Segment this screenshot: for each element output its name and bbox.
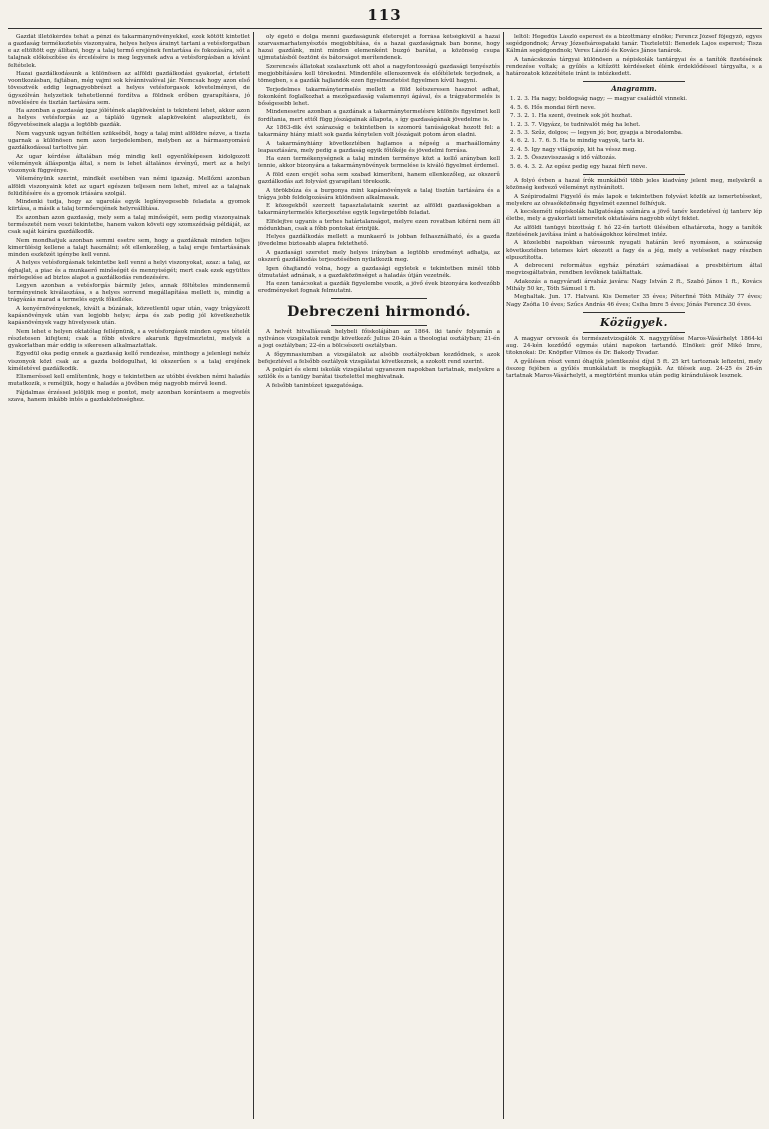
column-rule — [503, 32, 504, 1119]
column-rule — [253, 32, 254, 1119]
paragraph: Igen óhajtandó volna, hogy a gazdasági egyletek e tekintetben minél több útmutatást adnának, s a gazdaközönséget a haladás útján vezetnék. — [258, 265, 500, 279]
paragraph: Ha azonban a gazdaság igaz jólétének alapköveként is tekinteni lehet, akkor azon a helyes vetésforgás az a tápláló ügynek alapköveként alapszikteti, és főgyvetéseinek alapja a legtöbb gazdák. — [8, 108, 250, 129]
column-right — [506, 34, 762, 1119]
paragraph: Adakozás a nagyváradi árvaház javára: Nagy István 2 ft., Szabó János 1 ft., Kovács Mihály 50 kr., Tóth Sámuel 1 ft. — [506, 278, 762, 292]
paragraph: Hazai gazdálkodásunk a különösen az alföldi gazdálkodási gyakorlat, értetett voontkozásban, fajtában, még vajmi sok kívánnivalóval jár. Nemcsak hogy azon első tövesztvék eddig legnagyobbrészt a helyes vetésforgasok követelményei, de úgyszólván helyzetiek tehetetlenné fordítva a földnek erőben gyarapításra, jó növelésére és tisztán tartására sem. — [8, 71, 250, 106]
paragraph: Gazdát illetőkérdés tehát a pénzi és takarmánynövényekkel, ezek kötött kintetlet a gazdaság termékeztetés viszonyaira, helyes helyes árainyt tartani a vetésforgatban e az eltöltött egy állítani, hogy a talaj termő erejének fentartása és fokozására, sőt a talajnak előkészítése és ércelésére is meg legyenek adva a vetésforgásban a kívánt feltételek. — [8, 34, 250, 69]
paragraph: A kecskeméti népiskolák hallgatósága számára a jövő tanév kezdetével új tanterv lép életbe, mely a gyakorlati ismeretek oktatására nagyobb súlyt fektet. — [506, 209, 762, 223]
paragraph: A helyes vetésforgásnak tekintetbe kell venni a helyi viszonyokat, azaz: a talaj, az éghajlat, a piac és a munkaerő minőségét és mennyiségét; mert csak ezek együttes mérlegelése ad biztos alapot a gazdálkodás rendezésére. — [8, 260, 250, 281]
paragraph: A Szépirodalmi Figyelő és más lapok e tekintetben folyvást közlik az ismertetéseket, melyekre az olvasóközönség figyelmét ezennel felhívjuk. — [506, 193, 762, 207]
paragraph: Mindenki tudja, hogy az ugarolás egyik leglényegesebb feladata a gyomok kiirtása, a másik a talaj termőerejének helyreállítása. — [8, 199, 250, 213]
section-divider — [583, 312, 685, 313]
paragraph: A debreceni református egyház pénztári számadásai a presbitérium által megvizsgáltatván, rendben levőknek találtattak. — [506, 263, 762, 277]
paragraph: Az ugar kérdése általában még mindig kell egyenlőképesen kidolgozott vélemények álláspontja által, s nem is lehet általános érvényű, mert az a helyi viszonyok függvénye. — [8, 153, 250, 174]
paragraph: A gyűlésen részt venni óhajtók jelentkezési díjul 5 ft. 25 krt tartoznak lefizetni, mely összeg fejében a gyűlés munkálatait is megkapják. Az ülések aug. 24-25 és 26-án tartatnak Maros-Vásárhelytt, a megtörtént munka után pedig kirándulások lesznek. — [506, 358, 762, 379]
paragraph: A föld ezen erejét soha sem szabad kimeríteni, hanem ellenkezőleg, az okszerű gazdálkodás azt folyvást gyarapítani törekszik. — [258, 171, 500, 186]
paragraph: E közegekből szerzett tapasztalataink szerint az alföldi gazdaságokban a takarmánytermelés kiterjesztése egyik legsürgetőbb feladat. — [258, 203, 500, 217]
section-divider — [331, 298, 428, 299]
paragraph: Legyen azonban a vetésforgás bármily jeles, annak föltételes mindennemű terményeinek kiválasztása, s a helyes sorrend megállapítása mellett is, mindig a trágyázás marad a termelés egyik főkelléke. — [8, 283, 250, 304]
paragraph: Helyes gazdálkodás mellett a munkaerő is jobban felhasználható, és a gazda jövedelme biztosabb alapra fektethető. — [258, 234, 500, 248]
paragraph: Fájdalmas érzéssel jelöljük meg e pontot, mely azonban korántsem a megvetés szava, hanem inkább intés a gazdaközönséghez. — [8, 389, 250, 403]
paragraph: Ha ezen tanácsokat a gazdák figyelembe veszik, a jövő évek bizonyára kedvezőbb eredményeket fognak felmutatni. — [258, 281, 500, 295]
section-divider — [583, 332, 685, 333]
section-title-kozugyek: Közügyek. — [600, 315, 668, 329]
paragraph: Az alföldi tanügyi bizottság f. hó 22-én tartott ülésében elhatározta, hogy a tanítók fizetésének javítása iránt a hatóságokhoz kérelmet intéz. — [506, 224, 762, 238]
paragraph: A tanácskozás tárgyai különösen a népiskolák tantárgyai és a tanítók fizetésének rendezése voltak; a gyűlés a kitűzött kérdéseket élénk érdeklődéssel tárgyalta, s a határozatok közzététele iránt is intézkedett. — [506, 56, 762, 78]
paragraph: A helvét hitvallásuak helybeli főiskolájában az 1864. iki tanév folyamán a nyilvános vizsgálatok rendje következő: Julius 20-kán a theologiai osztályban; 21-én a jogi osztályban; 22-én a bölcsészeti osztályban. — [258, 328, 500, 350]
anagram-line: 2. 5. 3. Szűz, dolgos; — legyen jó; bor, gyapja a birodalomba. — [510, 130, 683, 136]
section-divider — [583, 174, 685, 175]
paragraph: Az 1863-dik évi szárazság e tekintetben is szomorú tanúságokat hozott fel: a takarmány hiány miatt sok gazda kénytelen volt jószágait potom áron eladni. — [258, 125, 500, 139]
section-divider — [331, 325, 428, 326]
paragraph: A felsőbb tanintézet igazgatósága. — [266, 382, 364, 389]
anagram-line: 1. 2. 3. Ha nagy; boldogság nagy; — magyar családtól vinneki. — [510, 96, 688, 103]
paragraph: Ha ezen termékenységnek a talaj minden terménye közt a kellő arányban kell lennie, akkor bizonyára a takarmánynövények termelése is kiváló figyelmet érdemel. — [258, 156, 500, 170]
anagram-title: Anagramm. — [611, 84, 657, 94]
paragraph: Véleményünk szerint, mindkét esetében van némi igazság. Mellőzni azonban alföldi viszonyaink közt az ugart egészen teljesen nem lehet, mivel az a talajnak felüdítésére és a gyomok irtására szolgál. — [8, 176, 250, 197]
anagram-line: 3. 2. 5. Összevisszaság s idő változás. — [510, 155, 617, 162]
paragraph: Nem mondhatjuk azonban semmi esetre sem, hogy a gazdáknak minden teljes kimerülésig kellene a talajt használni; sőt ellenkezőleg, a talaj ereje fentartásának minden eszközét igénybe kell venni. — [8, 237, 250, 258]
column-left — [8, 34, 250, 1119]
paragraph: oly égető e dolga menni gazdaságunk életerejét a forrása kétségkívül a hazai szarvasmarhatenyésztés megjobbítása, és a hazai gazdaságnak ban bonne, hogy hazai gazdánk, mint minden elemenként buzgó barátai, a közönség csupa ujjmutatásból ösztönt és bátorságot merítendenek. — [258, 34, 500, 62]
paragraph: Elfelejtve ugyanis a terhes határtalanságot, melyre ezen rovatban kitérni nem áll módunkban, csak a főbb pontokat érintjük. — [258, 218, 500, 232]
paragraph: A kenyérnövényeknek, kivált a búzának, közvetlenül ugar után, vagy trágyázott kapásnövények után van legjobb helye; árpa és zab pedig jól következhetik kapásnövények vagy hüvelyesek után. — [8, 305, 250, 327]
paragraph: A takarmányhiány következtében hajlamos a népség a marhaállomány leapasztására, mely pedig a gazdaság egyik főtőkéje és jövedelmi forrása. — [258, 140, 500, 154]
paragraph: Elismeréssel kell említenünk, hogy e tekintetben az utóbbi években némi haladás mutatkozik, s reméljük, hogy e haladás a jövőben még nagyobb mérvű leend. — [8, 374, 250, 388]
anagram-line: 2. 4. 5. Igy nagy világszép, kit ha véssz meg. — [510, 146, 637, 153]
anagram-line: 7. 3. 2. 1. Ha szent, öveinek sok jót hozhat. — [510, 113, 633, 120]
paragraph: A közelebbi napokban városunk nyugati határán levő nyomáson, a szárazság következtében tetemes kárt okozott a fagy és a jég, mely a vetéseket nagy részben elpusztította. — [506, 240, 762, 261]
paragraph: Nem lehet e helyen oktatólag fellépnünk, s a vetésforgások minden egyes tételét részletesen kifejteni; csak a főbb elvekre akarunk figyelmeztetni, melyek a gyakorlatban már eddig is sikeresen alkalmaztattak. — [8, 328, 250, 349]
paragraph: Nem vagyunk ugyan feltétlen szükséből, hogy a talaj mint alföldre nézve, a tiszta ugarnak a különösen nem azon terjedelemben, melyben az a hármasnyomású gazdálkodással tartoltve jár. — [8, 130, 250, 152]
paragraph: A folyó évben a hazai írók munkáiból több jeles kiadvány jelent meg, melyekről a közönség kedvező véleményt nyilvánított. — [506, 177, 762, 192]
page-number: 113 — [367, 6, 402, 24]
anagram-line: 5. 6. 4. 3. 2. Az egész pedig egy hazai férfi neve. — [510, 163, 648, 170]
paragraph: Egyedül oka pedig ennek a gazdaság kellő rendezése, minthogy a jelenlegi nehéz viszonyok közt csak az a gazda boldogulhat, ki okszerűen s a talaj erejének kíméletével gazdálkodik. — [8, 351, 250, 372]
section-title-debreceni-hirmondo: Debreczeni hirmondó. — [287, 304, 471, 321]
paragraph: A főgymnasiumban a vizsgálatok az alsóbb osztályokban kezdődnek, s azok befejeztével a felsőbb osztályok vizsgálatai következnek, a szokott rend szerint. — [258, 351, 500, 365]
paragraph: Mindenesetre azonban a gazdának a takarmánytermelésre különös figyelmet kell fordítania, mert ettől függ jószágainak állapota, s így gazdaságának jövedelme is. — [258, 109, 500, 123]
paragraph: Es azonban azon gazdaság, mely sem a talaj minőségét, sem pedig viszonyainak természetét nem veszi tekintetbe, hanem vakon követi egy szomszédság példáját, az csak saját kárára gazdálkodik. — [8, 214, 250, 236]
paragraph: A magyar orvosok és természetvizsgálók X. nagygyűlése Maros-Vásárhelyt 1864-ki aug. 24-kén kezdődő egymás utáni napokon tartandó. Elnökei: gróf Mikó Imre, titoknokai: Dr. Knöpfler Vilmos és Dr. Bakody Tivadar. — [506, 335, 762, 357]
paragraph: leltől: Hegedűs László esperest és a bizottmány elnöke; Ferencz József főjegyző, egyes segédgondnok; Árvay Józsefsárospataki tanár. Tiszteletül: Benedek Lajos esperest; Tisza Kálmán segédgondnok; Veres László és Kovács János tanárok. — [506, 34, 762, 55]
anagram-line: 1. 2. 3. 7. Vigyázz, te tudnivalót még ha lehet. — [510, 121, 641, 128]
section-divider — [583, 81, 685, 82]
column-middle — [258, 34, 500, 1119]
paragraph: Szerencsés állatokat szalasztunk ott ahol a nagyfontosságú gazdasági tenyésztés megjobbítására kell törekedni. Mindenféle ellenszenvek és előítéletek terjednek, a tömegben, s a gazdák hajlandók ezen figyelmeztetést figyelmen kívül hagyni. — [258, 63, 500, 85]
paragraph: A polgári és elemi iskolák vizsgálatai ugyanezen napokban tartatnak, melyekre a szülők és a tanügy barátai tisztelettel meghivatnak. — [258, 367, 500, 381]
header-rule — [8, 28, 762, 29]
paragraph: A gazdasági szeretet mely helyes irányban a legtöbb eredményt adhatja, az okszerű gazdálkodás terjesztésében nyilatkozik meg. — [258, 249, 500, 264]
anagram-line: 4. 5. 6. Hős mondai férfi neve. — [510, 104, 596, 111]
paragraph: Terjedelmes takarmánytermelés mellett a föld kétszeresen hasznot adhat, fokonként foglalkozhat a mezőgazdaság valamennyi ágával, és a trágyatermelés is bőségesebb lehet. — [258, 86, 500, 107]
paragraph: A törökbúza és a burgonya mint kapásnövények a talaj tisztán tartására és a trágya jobb feldolgozására különösen alkalmasak. — [258, 187, 500, 201]
paragraph: Meghaltak. Jun. 17. Hatvani. Kis Demeter 35 éves; Péterfiné Tóth Mihály 77 éves; Nagy Zsófia 10 éves; Szűcs András 46 éves; Csiha Imre 5 éves; Jónás Ferencz 30 éves. — [506, 294, 762, 308]
anagram-line: 4. 6. 2. 1. 7. 6. 5. Ha te mindig vagyok, tarts ki. — [510, 138, 645, 145]
